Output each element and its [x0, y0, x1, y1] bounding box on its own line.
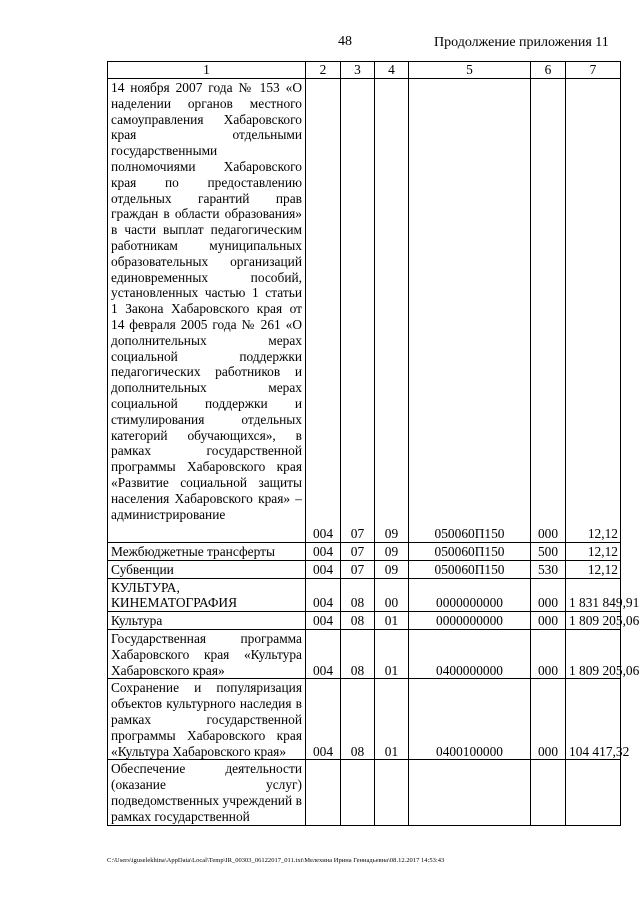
cell-section: 08: [341, 629, 375, 678]
cell-ministry: 004: [306, 578, 341, 612]
cell-target: [409, 760, 531, 825]
row-name: Обеспечение деятельности (оказание услуг) подведомственных учреждений в рамках государственной: [108, 760, 306, 825]
cell-target: 0400000000: [409, 629, 531, 678]
cell-subsection: 09: [375, 543, 409, 561]
cell-expense-type: 000: [531, 79, 566, 543]
table-row: [108, 679, 621, 760]
cell-ministry: [306, 760, 341, 825]
column-number: 5: [409, 62, 531, 79]
cell-expense-type: 000: [531, 679, 566, 760]
cell-amount: 1 809 205,06: [566, 629, 621, 678]
column-number: 7: [566, 62, 621, 79]
cell-expense-type: [531, 760, 566, 825]
row-name: КУЛЬТУРА, КИНЕМАТОГРАФИЯ: [108, 578, 306, 612]
row-name: Субвенции: [108, 560, 306, 578]
row-name: Государственная программа Хабаровского края «Культура Хабаровского края»: [108, 629, 306, 678]
cell-ministry: 004: [306, 679, 341, 760]
cell-subsection: 01: [375, 629, 409, 678]
cell-ministry: 004: [306, 629, 341, 678]
cell-amount: 1 809 205,06: [566, 612, 621, 630]
table-row: [108, 578, 621, 612]
cell-section: 08: [341, 578, 375, 612]
cell-amount: 104 417,32: [566, 679, 621, 760]
column-number: 2: [306, 62, 341, 79]
cell-section: 07: [341, 79, 375, 543]
cell-amount: 12,12: [566, 560, 621, 578]
column-number: 6: [531, 62, 566, 79]
row-name: Культура: [108, 612, 306, 630]
cell-section: 08: [341, 679, 375, 760]
cell-subsection: 00: [375, 578, 409, 612]
cell-expense-type: 000: [531, 612, 566, 630]
cell-ministry: 004: [306, 79, 341, 543]
cell-section: 07: [341, 543, 375, 561]
cell-subsection: 09: [375, 79, 409, 543]
cell-target: 0000000000: [409, 612, 531, 630]
cell-ministry: 004: [306, 612, 341, 630]
cell-ministry: 004: [306, 560, 341, 578]
cell-target: 0400100000: [409, 679, 531, 760]
table-row: [108, 79, 621, 543]
row-name: 14 ноября 2007 года № 153 «О наделении органов местного самоуправления Хабаровского края отдельными государственными полномочиями Хабаровского края по предоставлению отдельных гарантий прав граждан в области образования» в части выплат педагогическим работникам муниципальных образовательных организаций единовременных пособий, установленных частью 1 статьи 1 Закона Хабаровского края от 14 февраля 2005 года № 261 «О дополнительных мерах социальной поддержки педагогических работников и дополнительных мерах социальной поддержки и стимулирования отдельных категорий обучающихся», в рамках государственной программы Хабаровского края «Развитие социальной защиты населения Хабаровского края» – администрирование: [108, 79, 306, 543]
table-row: [108, 543, 621, 561]
table-row: [108, 560, 621, 578]
cell-section: 07: [341, 560, 375, 578]
cell-expense-type: 500: [531, 543, 566, 561]
table-header-row: [108, 62, 621, 79]
cell-expense-type: 000: [531, 578, 566, 612]
cell-subsection: 01: [375, 679, 409, 760]
cell-amount: [566, 760, 621, 825]
cell-expense-type: 000: [531, 629, 566, 678]
cell-target: 0000000000: [409, 578, 531, 612]
page-number: 48: [338, 34, 352, 49]
footer-file-path: C:\Users\iguselekhina\AppData\Local\Temp\IR_00303_06122017_011.txt\Мелехина Ирина Геннадьевна\08.12.2017 14:53:43: [107, 857, 445, 864]
table-row: [108, 612, 621, 630]
budget-table: [107, 61, 640, 826]
cell-ministry: 004: [306, 543, 341, 561]
page-caption: Продолжение приложения 11: [434, 35, 609, 50]
row-name: Сохранение и популяризация объектов культурного наследия в рамках государственной программы Хабаровского края «Культура Хабаровского края»: [108, 679, 306, 760]
column-number: 1: [108, 62, 306, 79]
cell-expense-type: 530: [531, 560, 566, 578]
cell-amount: 12,12: [566, 543, 621, 561]
cell-subsection: 01: [375, 612, 409, 630]
cell-amount: 12,12: [566, 79, 621, 543]
cell-target: 050060П150: [409, 543, 531, 561]
cell-amount: 1 831 849,91: [566, 578, 621, 612]
cell-section: 08: [341, 612, 375, 630]
table-row: [108, 629, 621, 678]
cell-subsection: [375, 760, 409, 825]
cell-subsection: 09: [375, 560, 409, 578]
cell-target: 050060П150: [409, 560, 531, 578]
row-name: Межбюджетные трансферты: [108, 543, 306, 561]
cell-target: 050060П150: [409, 79, 531, 543]
table-row: [108, 760, 621, 825]
column-number: 3: [341, 62, 375, 79]
cell-section: [341, 760, 375, 825]
column-number: 4: [375, 62, 409, 79]
